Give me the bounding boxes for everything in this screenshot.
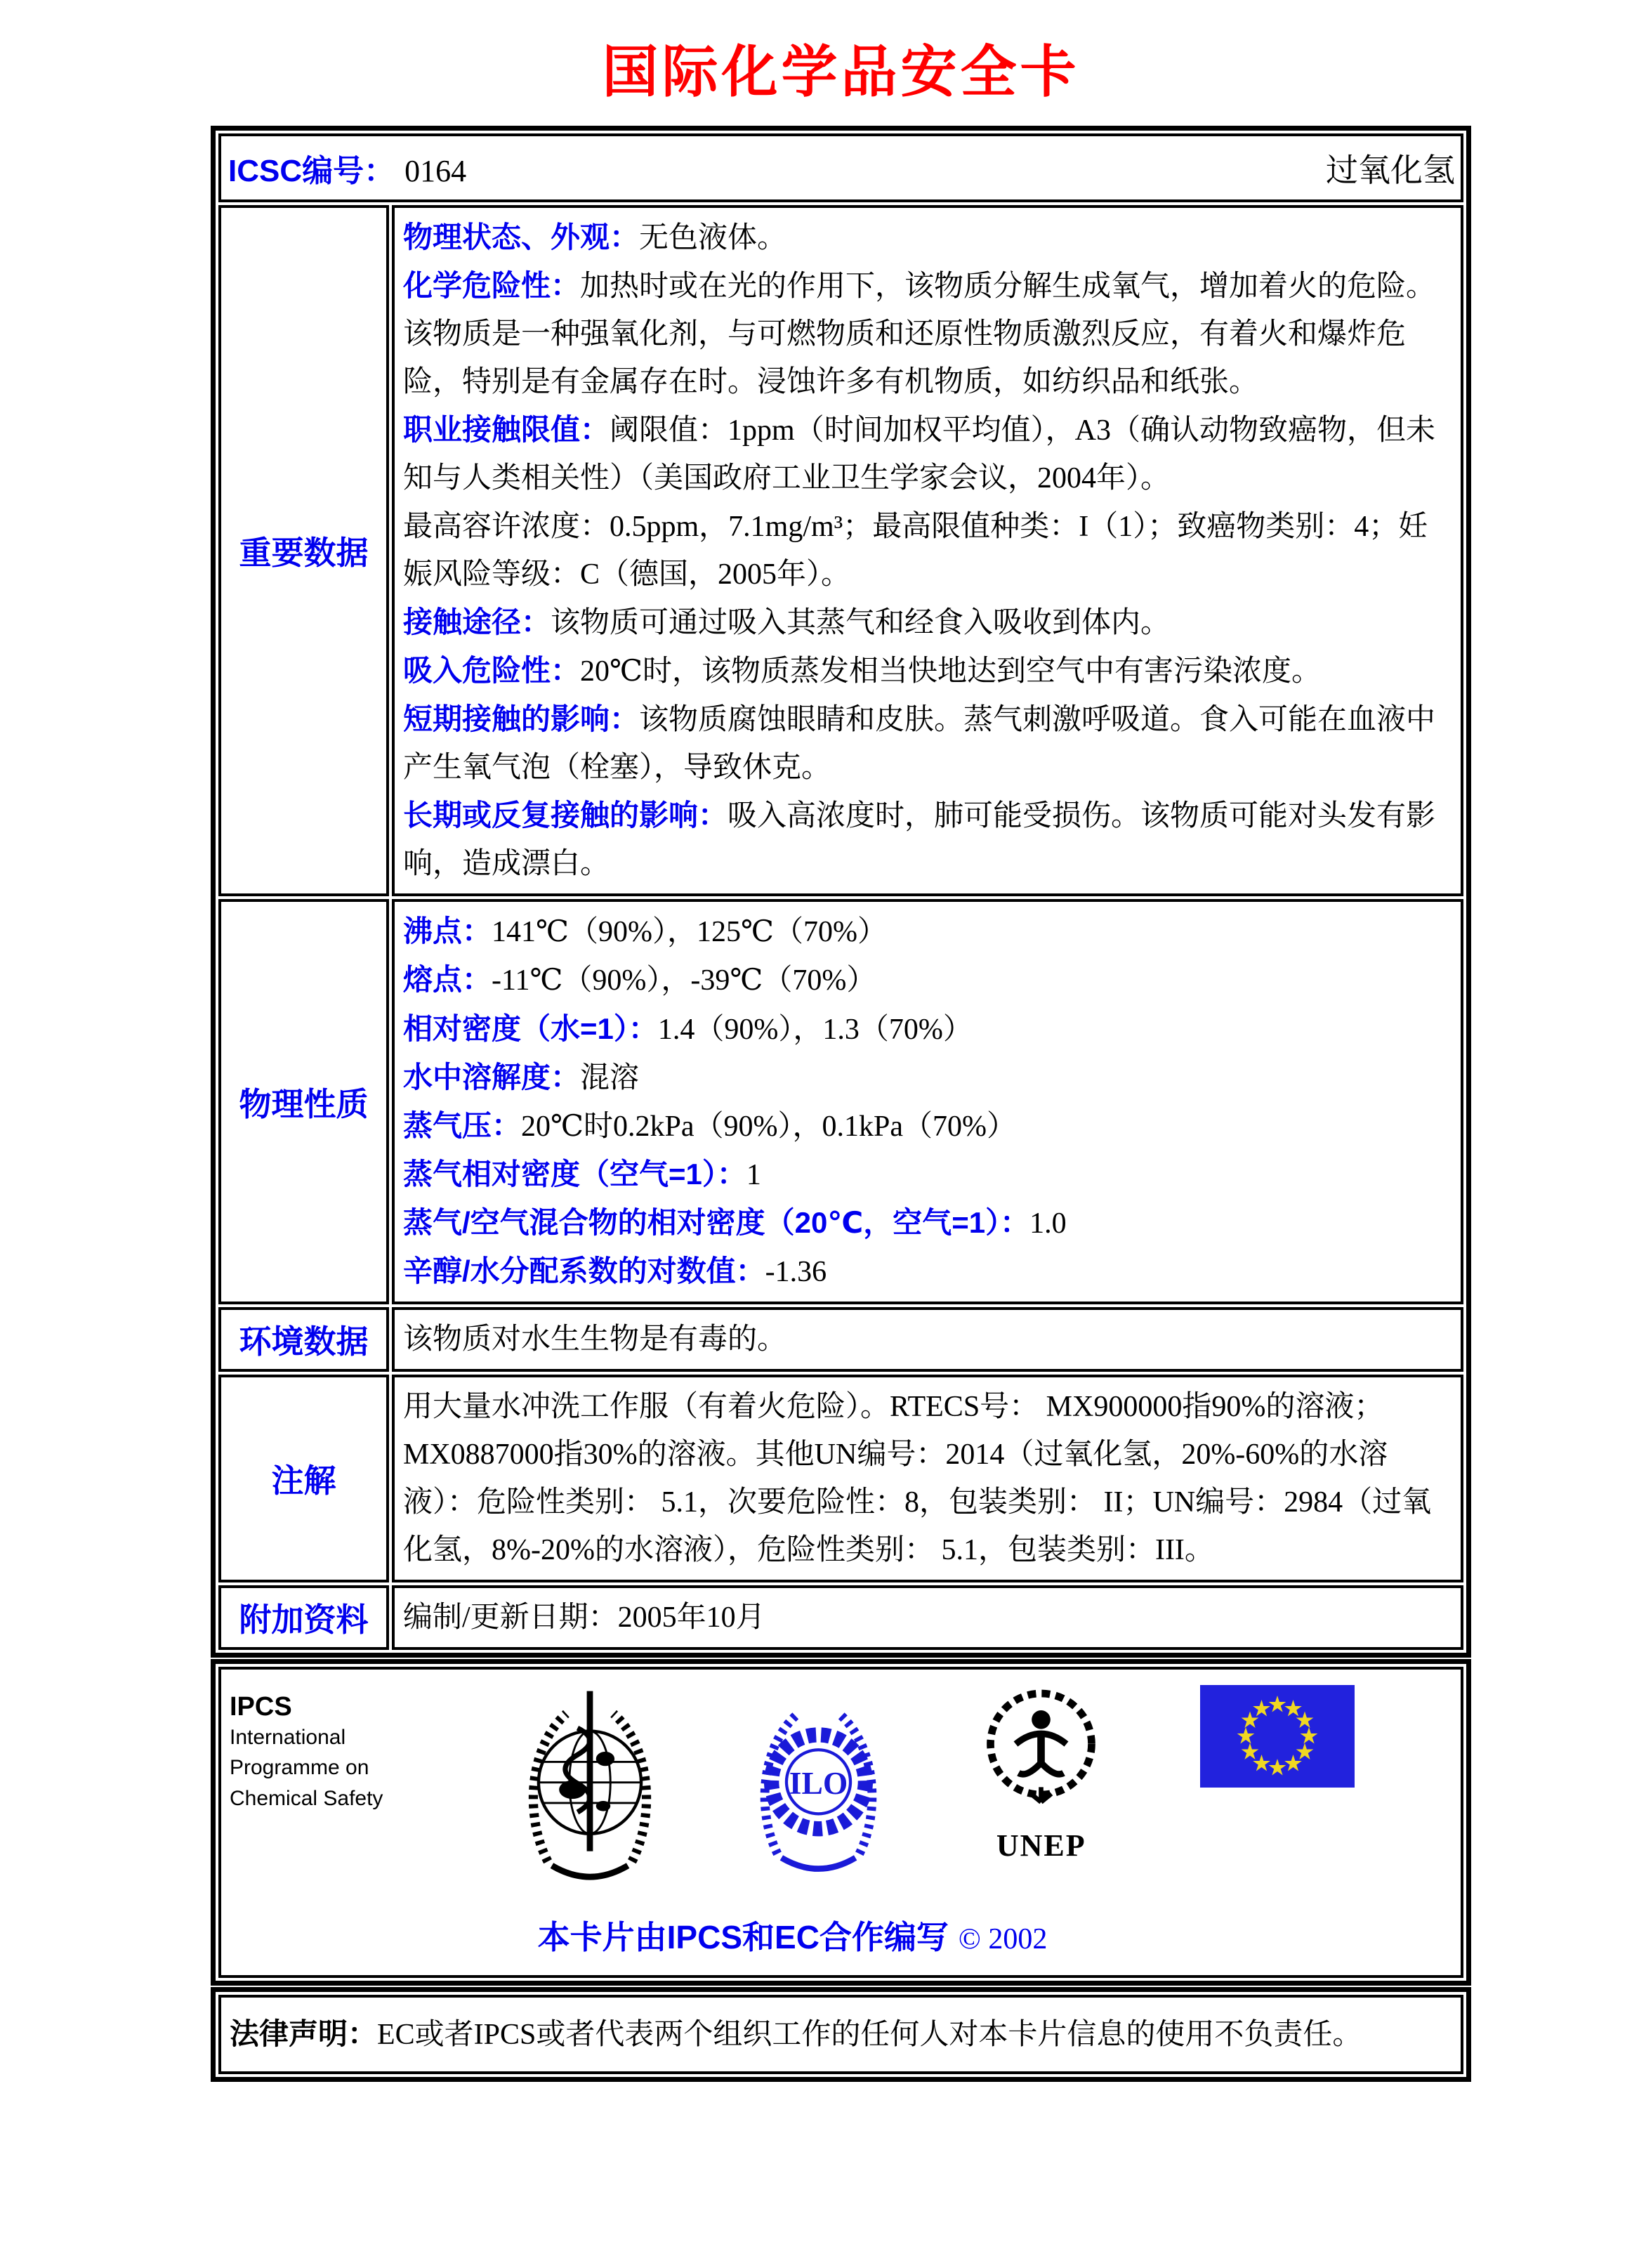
field-value: 该物质可通过吸入其蒸气和经食入吸收到体内。 (551, 607, 1171, 640)
ilo-logo-icon (753, 1682, 883, 1893)
icsc-number-label: ICSC编号： (228, 154, 395, 188)
legal-notice-text: EC或者IPCS或者代表两个组织工作的任何人对本卡片信息的使用不负责任。 (377, 2018, 1362, 2051)
field-label: 物理状态、外观： (403, 221, 640, 254)
field-value: 混溶 (580, 1061, 640, 1094)
field-vapor-air-density (403, 1199, 1452, 1247)
field-value: 无色液体。 (639, 222, 787, 254)
field-label: 化学危险性： (403, 269, 581, 303)
legal-notice-label: 法律声明： (230, 2017, 378, 2050)
field-label: 长期或反复接触的影响： (403, 799, 728, 832)
icsc-number-group (228, 145, 466, 190)
field-value: -1.36 (765, 1255, 827, 1288)
field-exposure-routes (403, 598, 1452, 647)
additional-info-text: 编制/更新日期：2005年10月 (403, 1601, 765, 1634)
legal-card (211, 1987, 1471, 2082)
ilo-logo-text: ILO (789, 1764, 848, 1801)
important-data-row-label: 重要数据 (218, 205, 389, 896)
ipcs-text-block (230, 1692, 426, 1814)
legal-notice (218, 1995, 1463, 2074)
field-value: 最高容许浓度：0.5ppm，7.1mg/m³；最高限值种类：I（1）；致癌物类别：4；妊娠风险等级：C（德国，2005年）。 (403, 511, 1428, 591)
field-boiling-point (403, 907, 1452, 956)
field-label: 接触途径： (403, 605, 551, 639)
field-label: 吸入危险性： (403, 654, 581, 688)
cooperation-caption-text: 本卡片由IPCS和EC合作编写 (537, 1918, 949, 1955)
notes-row-label: 注解 (218, 1375, 389, 1582)
environmental-data-row (218, 1307, 1463, 1372)
ipcs-line: Programme on (230, 1756, 369, 1780)
important-data-content (392, 205, 1463, 896)
chemical-name: 过氧化氢 (1326, 152, 1455, 188)
field-label: 蒸气压： (403, 1108, 522, 1142)
field-value: 加热时或在光的作用下，该物质分解生成氧气，增加着火的危险。该物质是一种强氧化剂，与可燃物质和还原性物质激烈反应，有着火和爆炸危险，特别是有金属存在时。浸蚀许多有机物质，如纺织品和纸张。 (403, 270, 1436, 399)
unep-logo-text: UNEP (996, 1828, 1086, 1863)
field-melting-point (403, 956, 1452, 1004)
ipcs-line: Chemical Safety (230, 1786, 383, 1810)
field-short-term-effects (403, 695, 1452, 792)
field-value: 该物质腐蚀眼睛和皮肤。蒸气刺激呼吸道。食入可能在血液中产生氧气泡（栓塞），导致休克。 (403, 704, 1436, 785)
additional-info-content (392, 1585, 1463, 1650)
field-value: 141℃（90%），125℃（70%） (492, 916, 887, 949)
field-label: 沸点： (403, 915, 492, 948)
field-physical-state (403, 214, 1452, 262)
logos-card (211, 1659, 1471, 1986)
field-value: 1.4（90%），1.3（70%） (657, 1013, 973, 1046)
unep-logo-icon (980, 1814, 1102, 1825)
field-value: 吸入高浓度时，肺可能受损伤。该物质可能对头发有影响，造成漂白。 (403, 800, 1436, 881)
physical-properties-content (392, 899, 1463, 1304)
field-label: 辛醇/水分配系数的对数值： (403, 1254, 765, 1287)
notes-content (392, 1375, 1463, 1582)
header-cell (218, 133, 1463, 202)
field-value: 1.0 (1029, 1207, 1067, 1240)
eu-flag-icon (1199, 1685, 1355, 1791)
field-water-solubility (403, 1054, 1452, 1102)
additional-info-row (218, 1585, 1463, 1650)
environmental-data-row-label: 环境数据 (218, 1307, 389, 1372)
field-value: -11℃（90%），-39℃（70%） (492, 964, 876, 997)
notes-row (218, 1375, 1463, 1582)
field-label: 水中溶解度： (403, 1060, 581, 1094)
field-inhalation-risk (403, 647, 1452, 695)
field-relative-density (403, 1005, 1452, 1054)
copyright-text: © 2002 (958, 1922, 1048, 1955)
field-chemical-danger (403, 262, 1452, 406)
field-label: 蒸气相对密度（空气=1）： (403, 1157, 746, 1191)
field-label: 蒸气/空气混合物的相对密度（20℃，空气=1）： (403, 1205, 1030, 1239)
field-occupational-limits (403, 406, 1452, 502)
field-mak-values (403, 502, 1452, 598)
icsc-number-value: 0164 (404, 154, 467, 188)
logos-cell (218, 1667, 1463, 1978)
field-value: 20℃时，该物质蒸发相当快地达到空气中有害污染浓度。 (580, 655, 1322, 688)
field-label: 相对密度（水=1）： (403, 1011, 658, 1045)
notes-text: 用大量水冲洗工作服（有着火危险）。RTECS号： MX900000指90%的溶液；MX0887000指30%的溶液。其他UN编号：2014（过氧化氢，20%-60%的水溶液）：危险性类别： 5.1，次要危险性：8，包装类别： II；UN编号：2984（过氧化氢，8%-20%的水溶液），危险性类别： 5.1，包装类别：III。 (403, 1390, 1432, 1566)
page-title: 国际化学品安全卡 (602, 39, 1080, 105)
field-vapor-pressure (403, 1102, 1452, 1151)
important-data-row (218, 205, 1463, 896)
safety-card-table (211, 126, 1471, 1658)
field-vapor-density (403, 1151, 1452, 1199)
who-logo-icon (523, 1682, 657, 1896)
field-value: 1 (746, 1158, 761, 1191)
field-label: 短期接触的影响： (403, 702, 640, 736)
field-value: 阈限值：1ppm（时间加权平均值），A3（确认动物致癌物，但未知与人类相关性）（美国政府工业卫生学家会议，2004年）。 (403, 414, 1436, 495)
field-label: 熔点： (403, 963, 492, 997)
environmental-data-content (392, 1307, 1463, 1372)
ipcs-line: International (230, 1725, 346, 1749)
ipcs-name: IPCS (230, 1691, 292, 1722)
unep-logo (980, 1682, 1102, 1863)
field-value: 20℃时0.2kPa（90%），0.1kPa（70%） (521, 1110, 1016, 1143)
physical-properties-row (218, 899, 1463, 1304)
additional-info-row-label: 附加资料 (218, 1585, 389, 1650)
field-octanol-water (403, 1247, 1452, 1296)
field-long-term-effects (403, 792, 1452, 888)
header-row (218, 133, 1463, 202)
physical-properties-row-label: 物理性质 (218, 899, 389, 1304)
environmental-data-text: 该物质对水生生物是有毒的。 (403, 1323, 787, 1356)
cooperation-caption (230, 1912, 1355, 1958)
field-label: 职业接触限值： (403, 413, 610, 447)
